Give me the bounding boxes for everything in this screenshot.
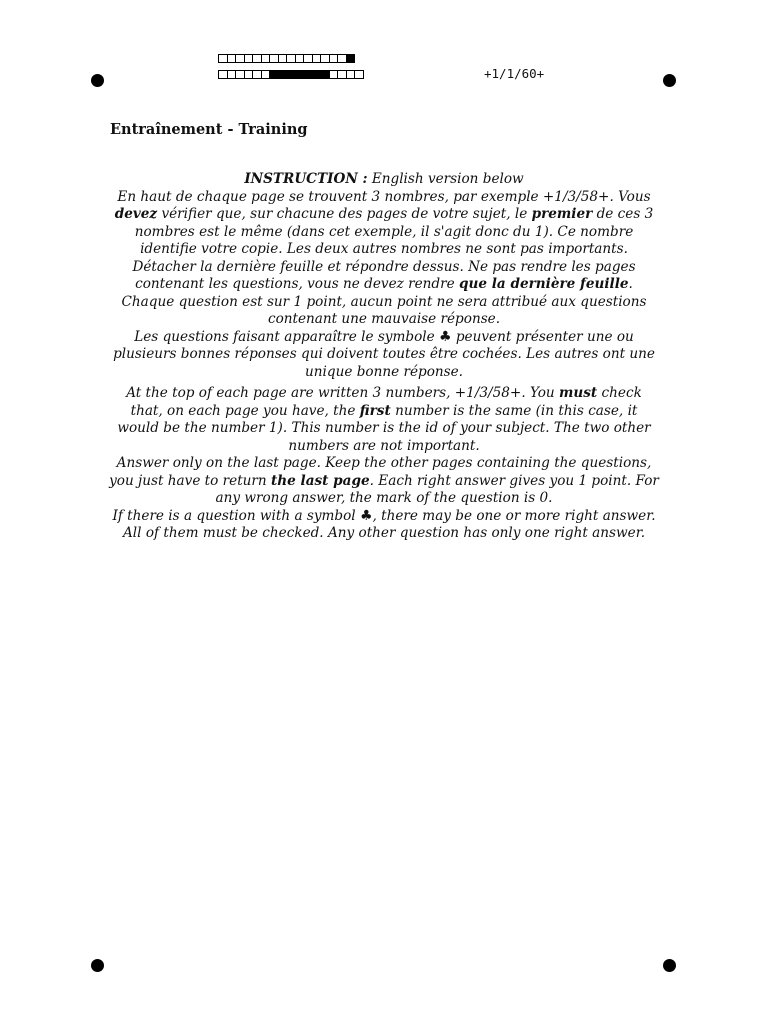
instructions-heading-sub: English version below bbox=[367, 171, 524, 187]
emphasis: devez bbox=[114, 206, 158, 222]
instructions-en-p2 bbox=[108, 455, 660, 508]
barcode-cell bbox=[346, 54, 356, 63]
emphasis: must bbox=[559, 385, 598, 401]
page-id: +1/1/60+ bbox=[484, 66, 545, 81]
text: , there may be one or more right answer. All of them must be checked. Any other question has only one right answer. bbox=[122, 507, 656, 541]
text: At the top of each page are written 3 numbers, +1/3/58+. You bbox=[126, 385, 560, 401]
text: Les questions faisant apparaître le symbole bbox=[134, 328, 439, 345]
page-title: Entraînement - Training bbox=[110, 121, 308, 138]
instructions-en-p1 bbox=[108, 385, 660, 455]
instructions-fr-p2 bbox=[108, 259, 660, 329]
text: . Chaque question est sur 1 point, aucun point ne sera attribué aux questions contenant une mauvaise réponse. bbox=[121, 276, 647, 327]
instructions-en-p3 bbox=[108, 508, 660, 543]
text: Détacher la dernière feuille et répondre dessus. Ne pas rendre les pages contenant les questions, vous ne devez rendre bbox=[132, 258, 636, 292]
instructions-heading: INSTRUCTION : bbox=[244, 171, 368, 187]
text: de ces 3 nombres est le même (dans cet exemple, il s'agit donc du 1). Ce nombre identifie votre copie. Les deux autres nombres ne sont pas importants. bbox=[134, 206, 654, 257]
instructions-block bbox=[108, 171, 660, 543]
text: . Each right answer gives you 1 point. For any wrong answer, the mark of the question is 0. bbox=[215, 472, 659, 506]
instructions-fr-p3 bbox=[108, 329, 660, 382]
barcode-row-2 bbox=[218, 70, 364, 81]
registration-mark-top-right bbox=[663, 74, 676, 87]
text: vérifier que, sur chacune des pages de votre sujet, le bbox=[157, 206, 532, 222]
emphasis: que la dernière feuille bbox=[458, 276, 629, 292]
registration-mark-bottom-right bbox=[663, 959, 676, 972]
text: check that, on each page you have, the bbox=[130, 385, 642, 419]
text: Answer only on the last page. Keep the other pages containing the questions, you just have to return bbox=[109, 455, 652, 489]
barcode-cell bbox=[354, 70, 364, 79]
registration-mark-top-left bbox=[91, 74, 104, 87]
text: En haut de chaque page se trouvent 3 nombres, par exemple +1/3/58+. Vous bbox=[117, 188, 651, 205]
emphasis: first bbox=[359, 402, 391, 419]
instructions-fr-heading bbox=[108, 171, 660, 189]
emphasis: premier bbox=[531, 206, 593, 222]
club-icon: ♣ bbox=[438, 328, 452, 345]
barcode-row-1 bbox=[218, 54, 355, 65]
text: number is the same (in this case, it would be the number 1). This number is the id of your subject. The two other numbers are not important. bbox=[117, 402, 651, 454]
instructions-fr-p1 bbox=[108, 189, 660, 259]
registration-mark-bottom-left bbox=[91, 959, 104, 972]
emphasis: the last page bbox=[271, 472, 370, 489]
text: If there is a question with a symbol bbox=[112, 507, 360, 524]
club-icon: ♣ bbox=[359, 507, 373, 524]
text: peuvent présenter une ou plusieurs bonnes réponses qui doivent toutes être cochées. Les autres ont une unique bonne réponse. bbox=[113, 328, 655, 380]
